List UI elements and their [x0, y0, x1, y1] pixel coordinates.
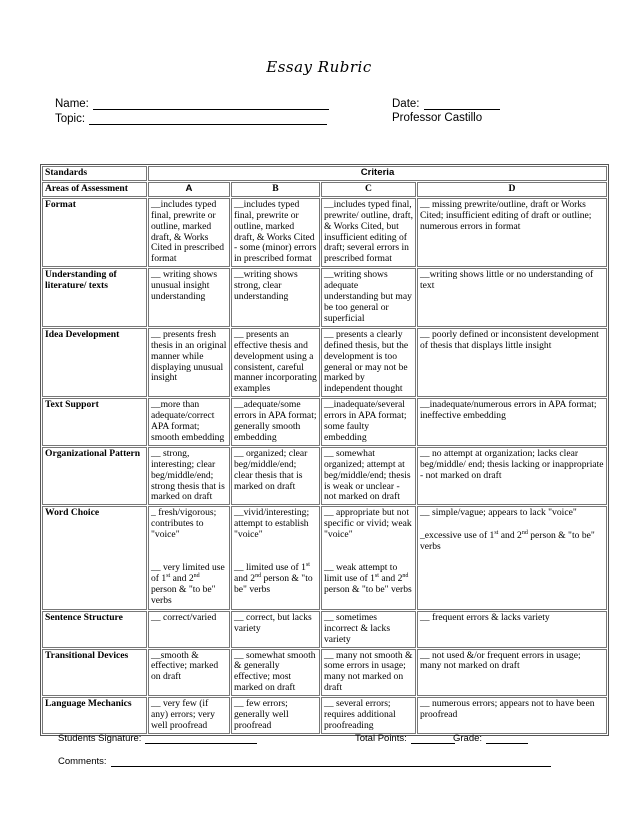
grade-line[interactable] [486, 733, 528, 744]
grade-b-header: B [231, 182, 320, 197]
criterion-a-cell[interactable]: __ presents fresh thesis in an original manner while displaying unusual insight [148, 328, 230, 397]
signature-label: Students Signature: [58, 733, 142, 744]
professor-name: Professor Castillo [392, 112, 483, 124]
table-row [42, 398, 607, 446]
criterion-a-cell[interactable]: __ very few (if any) errors; very well proofread [148, 697, 230, 734]
comments-line[interactable] [111, 756, 551, 767]
criterion-d-cell[interactable]: __inadequate/numerous errors in APA format; ineffective embedding [417, 398, 607, 446]
criterion-d-cell[interactable]: __writing shows little or no understanding of text [417, 268, 607, 327]
row-label-organizational-pattern: Organizational Pattern [42, 447, 147, 506]
criterion-d-cell[interactable] [417, 506, 607, 609]
page-title: Essay Rubric [266, 58, 372, 76]
row-label-language-mechanics: Language Mechanics [42, 697, 147, 734]
criterion-a-cell[interactable] [148, 506, 230, 609]
criterion-b-cell[interactable]: __ correct, but lacks variety [231, 611, 320, 648]
criterion-a-cell[interactable]: __ writing shows unusual insight understanding [148, 268, 230, 327]
name-field[interactable] [55, 97, 329, 110]
name-label: Name: [55, 98, 89, 110]
row-label-format: Format [42, 198, 147, 267]
criterion-b-cell[interactable]: __ presents an effective thesis and development using a consistent, careful manner incorporating examples [231, 328, 320, 397]
row-label-understanding: Understanding of literature/ texts [42, 268, 147, 327]
standards-label: Standards [42, 166, 147, 181]
table-row [42, 198, 607, 267]
criterion-a-cell[interactable]: __ correct/varied [148, 611, 230, 648]
criterion-d-cell[interactable]: __ missing prewrite/outline, draft or Works Cited; insufficient editing of draft or outline; numerous errors in format [417, 198, 607, 267]
criterion-c-cell[interactable]: __includes typed final, prewrite/ outline, draft, & Works Cited, but insufficient editing of draft; several errors in prescribed format [321, 198, 416, 267]
grade-label: Grade: [453, 733, 483, 744]
table-row [42, 611, 607, 648]
criterion-d-cell[interactable]: __ numerous errors; appears not to have been proofread [417, 697, 607, 734]
areas-label: Areas of Assessment [42, 182, 147, 197]
comments-field[interactable] [58, 756, 551, 767]
criterion-b-cell[interactable]: __ somewhat smooth & generally effective; most marked on draft [231, 649, 320, 697]
row-label-text-support: Text Support [42, 398, 147, 446]
criterion-c-cell[interactable] [321, 506, 416, 609]
criterion-b-text-2: __ limited use of 1st and 2nd person & "to be" verbs [234, 561, 313, 595]
criterion-d-cell[interactable]: __ frequent errors & lacks variety [417, 611, 607, 648]
grade-a-header: A [148, 182, 230, 197]
criterion-a-cell[interactable]: __smooth & effective; marked on draft [148, 649, 230, 697]
signature-line[interactable] [145, 733, 257, 744]
criterion-a-cell[interactable]: __ strong, interesting; clear beg/middle/end; strong thesis that is marked on draft [148, 447, 230, 506]
topic-line[interactable] [89, 112, 327, 125]
table-row [42, 697, 607, 734]
criterion-d-cell[interactable]: __ not used &/or frequent errors in usage; many not marked on draft [417, 649, 607, 697]
criterion-c-cell[interactable]: __ sometimes incorrect & lacks variety [321, 611, 416, 648]
criterion-d-text: __ simple/vague; appears to lack "voice" [420, 507, 577, 519]
total-points-label: Total Points: [355, 733, 407, 744]
criterion-b-cell[interactable]: __writing shows strong, clear understanding [231, 268, 320, 327]
table-row [42, 268, 607, 327]
criterion-c-cell[interactable]: __inadequate/several errors in APA format; some faulty embedding [321, 398, 416, 446]
criterion-d-cell[interactable]: __ no attempt at organization; lacks clear beg/middle/ end; thesis lacking or inappropriate - not marked on draft [417, 447, 607, 506]
criterion-b-cell[interactable] [231, 506, 320, 609]
date-field[interactable] [392, 97, 500, 110]
criterion-b-cell[interactable]: __includes typed final, prewrite or outline, marked draft, & Works Cited - some (minor) errors in prescribed format [231, 198, 320, 267]
comments-label: Comments: [58, 756, 107, 767]
signature-field[interactable] [58, 733, 257, 744]
criterion-c-cell[interactable]: __ somewhat organized; attempt at beg/middle/end; thesis is weak or unclear - not marked on draft [321, 447, 416, 506]
criterion-b-cell[interactable]: __ organized; clear beg/middle/end; clear thesis that is marked on draft [231, 447, 320, 506]
name-line[interactable] [93, 97, 329, 110]
criteria-label: Criteria [148, 166, 607, 181]
grade-d-header: D [417, 182, 607, 197]
rubric-table [40, 164, 609, 736]
row-label-sentence-structure: Sentence Structure [42, 611, 147, 648]
table-row [42, 649, 607, 697]
criterion-c-text-2: __ weak attempt to limit use of 1st and 2nd person & "to be" verbs [324, 562, 412, 595]
criterion-a-text: _ fresh/vigorous; contributes to "voice" [151, 507, 217, 541]
grade-field[interactable] [453, 733, 528, 744]
topic-field[interactable] [55, 112, 327, 125]
grades-header-row [42, 182, 607, 197]
criterion-b-cell[interactable]: __ few errors; generally well proofread [231, 697, 320, 734]
criterion-a-text-2: __ very limited use of 1st and 2nd person & "to be" verbs [151, 562, 225, 606]
total-points-line[interactable] [411, 733, 455, 744]
criterion-c-cell[interactable]: __writing shows adequate understanding but may be too general or superficial [321, 268, 416, 327]
row-label-transitional-devices: Transitional Devices [42, 649, 147, 697]
criterion-c-cell[interactable]: __ several errors; requires additional proofreading [321, 697, 416, 734]
total-points-field[interactable] [355, 733, 455, 744]
standards-header-row [42, 166, 607, 181]
grade-c-header: C [321, 182, 416, 197]
criterion-b-cell[interactable]: __adequate/some errors in APA format; generally smooth embedding [231, 398, 320, 446]
topic-label: Topic: [55, 113, 86, 125]
date-line[interactable] [424, 97, 500, 110]
criterion-b-text: __vivid/interesting; attempt to establish "voice" [234, 507, 310, 541]
table-row [42, 506, 607, 609]
criterion-c-cell[interactable]: __ presents a clearly defined thesis, but the development is too general or may not be marked by independent thought [321, 328, 416, 397]
criterion-a-cell[interactable]: __includes typed final, prewrite or outline, marked draft, & Works Cited in prescribed format [148, 198, 230, 267]
table-row [42, 328, 607, 397]
row-label-word-choice: Word Choice [42, 506, 147, 609]
criterion-d-cell[interactable]: __ poorly defined or inconsistent development of thesis that displays little insight [417, 328, 607, 397]
row-label-idea-development: Idea Development [42, 328, 147, 397]
table-row [42, 447, 607, 506]
criterion-c-cell[interactable]: __ many not smooth & some errors in usage; many not marked on draft [321, 649, 416, 697]
criterion-c-text: __ appropriate but not specific or vivid; weak "voice" [324, 507, 412, 541]
criterion-d-text-2: _excessive use of 1st and 2nd person & "to be" verbs [420, 530, 595, 553]
criterion-a-cell[interactable]: __more than adequate/correct APA format; smooth embedding [148, 398, 230, 446]
date-label: Date: [392, 98, 420, 110]
